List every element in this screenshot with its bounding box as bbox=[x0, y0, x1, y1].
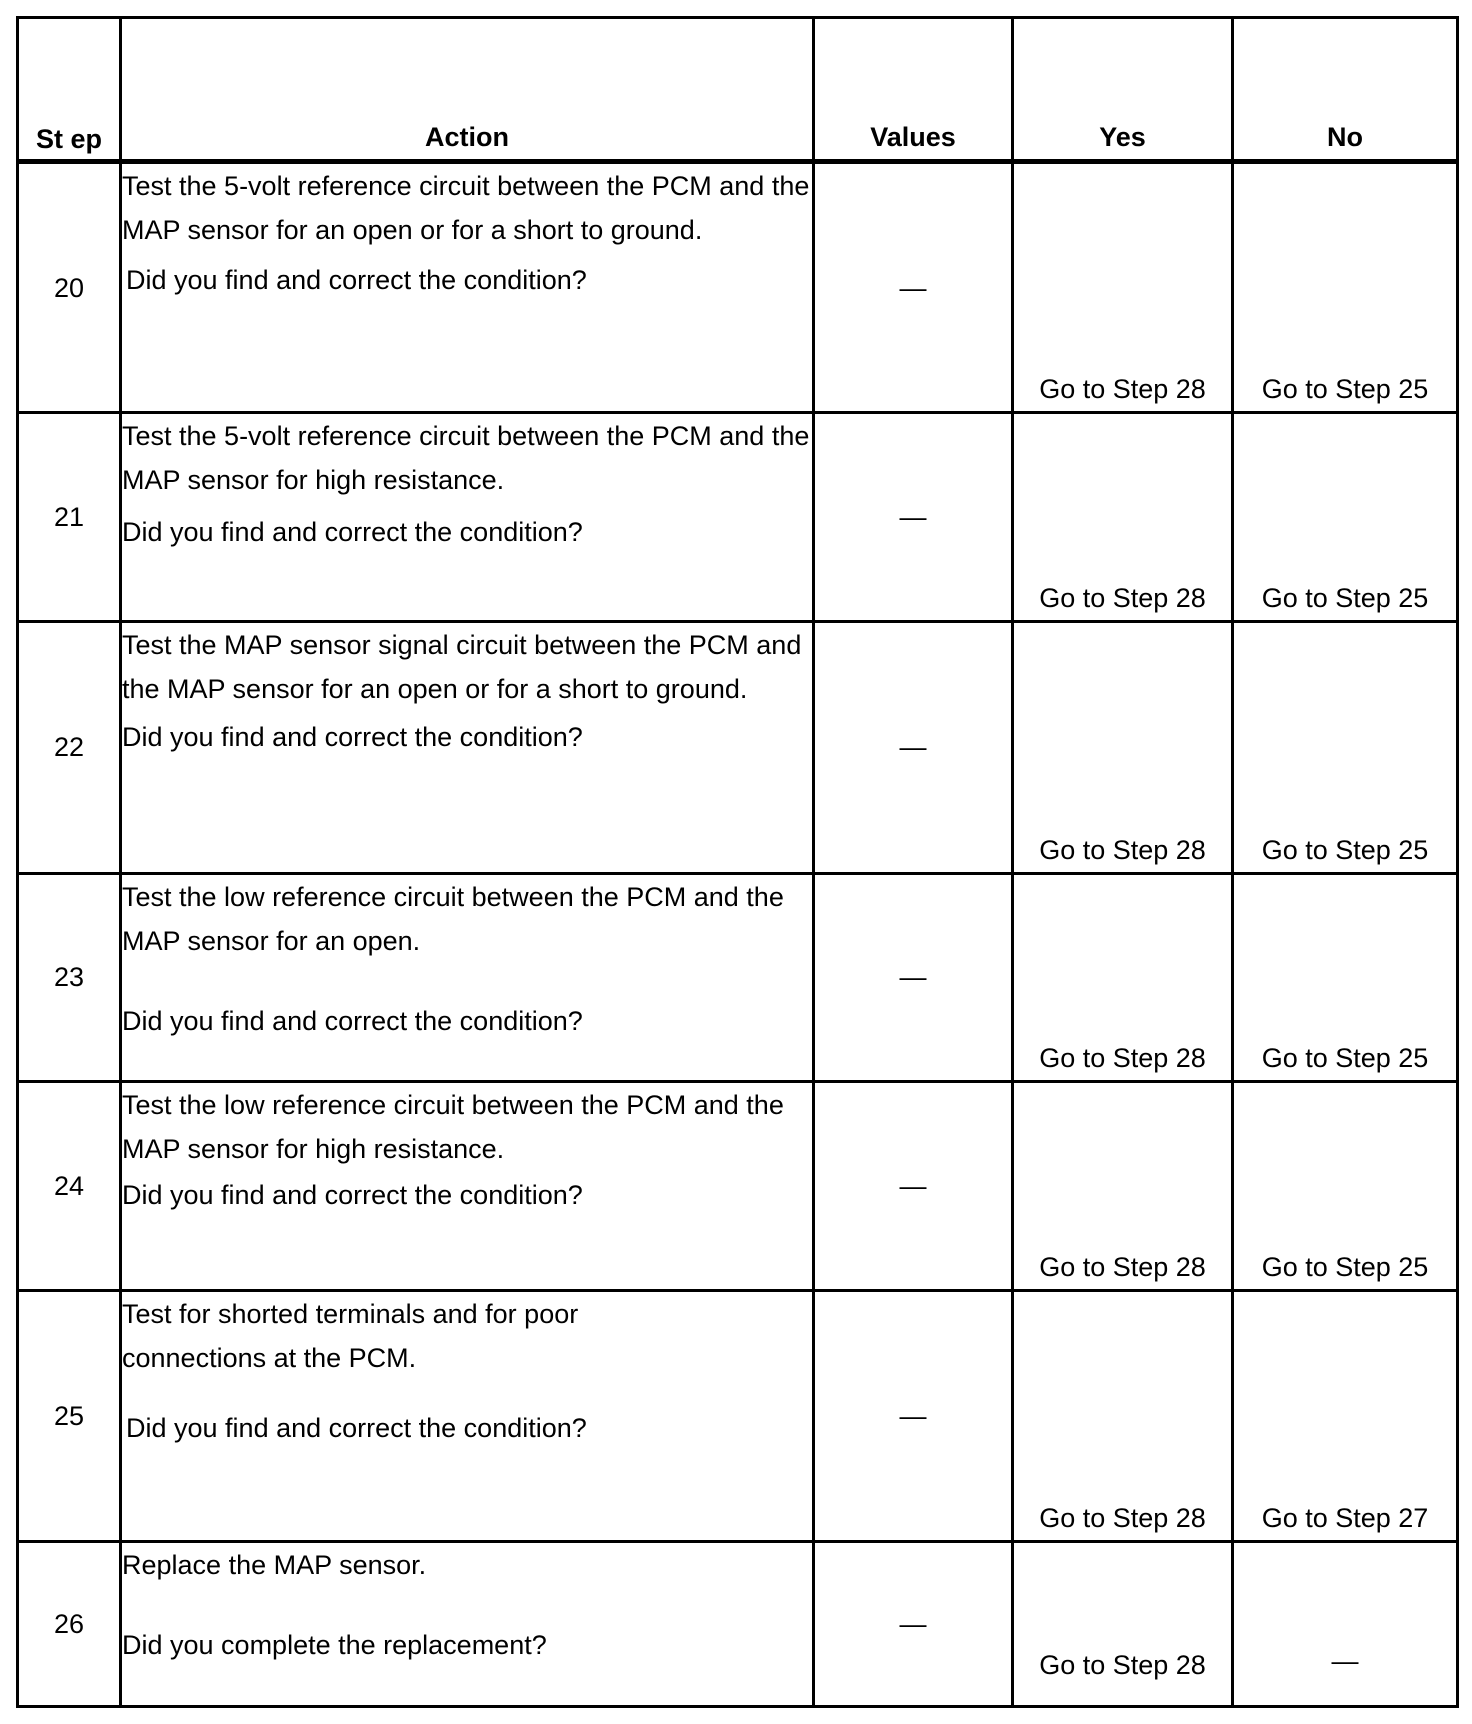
table-row bbox=[18, 1290, 1458, 1541]
step-number: 21 bbox=[18, 413, 121, 622]
no-cell: Go to Step 25 bbox=[1233, 162, 1458, 413]
no-cell: Go to Step 25 bbox=[1233, 622, 1458, 873]
values-cell: — bbox=[814, 1542, 1013, 1707]
step-number: 24 bbox=[18, 1082, 121, 1291]
header-step: St ep bbox=[18, 18, 121, 162]
values-cell: — bbox=[814, 1290, 1013, 1541]
header-values: Values bbox=[814, 18, 1013, 162]
no-cell: Go to Step 25 bbox=[1233, 413, 1458, 622]
values-cell: — bbox=[814, 413, 1013, 622]
values-cell: — bbox=[814, 1082, 1013, 1291]
action-text: Test for shorted terminals and for poor connections at the PCM. bbox=[122, 1298, 579, 1373]
yes-cell: Go to Step 28 bbox=[1013, 873, 1233, 1082]
action-cell bbox=[121, 622, 814, 873]
table-row bbox=[18, 1082, 1458, 1291]
action-question: Did you find and correct the condition? bbox=[122, 722, 583, 753]
header-no: No bbox=[1233, 18, 1458, 162]
action-cell bbox=[121, 1290, 814, 1541]
action-cell bbox=[121, 873, 814, 1082]
action-cell bbox=[121, 1082, 814, 1291]
header-yes: Yes bbox=[1013, 18, 1233, 162]
no-cell: Go to Step 27 bbox=[1233, 1290, 1458, 1541]
yes-cell: Go to Step 28 bbox=[1013, 1082, 1233, 1291]
table-row bbox=[18, 873, 1458, 1082]
header-action: Action bbox=[121, 18, 814, 162]
yes-cell: Go to Step 28 bbox=[1013, 162, 1233, 413]
no-cell: Go to Step 25 bbox=[1233, 873, 1458, 1082]
action-text: Test the 5-volt reference circuit between the PCM and the MAP sensor for an open or for a short to ground. bbox=[122, 171, 810, 245]
step-number: 26 bbox=[18, 1542, 121, 1707]
table-row bbox=[18, 162, 1458, 413]
action-cell bbox=[121, 1542, 814, 1707]
values-cell: — bbox=[814, 622, 1013, 873]
yes-cell: Go to Step 28 bbox=[1013, 622, 1233, 873]
action-text: Test the low reference circuit between the PCM and the MAP sensor for high resistance. bbox=[122, 1090, 784, 1165]
action-cell bbox=[121, 413, 814, 622]
action-text: Test the MAP sensor signal circuit between the PCM and the MAP sensor for an open or for a short to ground. bbox=[122, 630, 802, 705]
action-question: Did you complete the replacement? bbox=[122, 1630, 547, 1661]
table-row bbox=[18, 622, 1458, 873]
action-question: Did you find and correct the condition? bbox=[122, 1180, 583, 1211]
action-question: Did you find and correct the condition? bbox=[126, 265, 587, 295]
step-number: 23 bbox=[18, 873, 121, 1082]
yes-cell: Go to Step 28 bbox=[1013, 1542, 1233, 1707]
no-cell: Go to Step 25 bbox=[1233, 1082, 1458, 1291]
yes-cell: Go to Step 28 bbox=[1013, 1290, 1233, 1541]
values-cell: — bbox=[814, 162, 1013, 413]
action-cell bbox=[121, 162, 814, 413]
table-header bbox=[18, 18, 1458, 162]
no-cell: — bbox=[1233, 1542, 1458, 1707]
action-question: Did you find and correct the condition? bbox=[122, 517, 583, 548]
yes-cell: Go to Step 28 bbox=[1013, 413, 1233, 622]
action-text: Test the low reference circuit between the PCM and the MAP sensor for an open. bbox=[122, 881, 784, 956]
values-cell: — bbox=[814, 873, 1013, 1082]
action-question: Did you find and correct the condition? bbox=[126, 1412, 587, 1443]
step-number: 25 bbox=[18, 1290, 121, 1541]
step-number: 20 bbox=[18, 162, 121, 413]
table-body bbox=[18, 162, 1458, 1707]
action-text: Test the 5-volt reference circuit between the PCM and the MAP sensor for high resistance. bbox=[122, 421, 810, 496]
table-row bbox=[18, 413, 1458, 622]
action-question: Did you find and correct the condition? bbox=[122, 1005, 583, 1036]
action-text: Replace the MAP sensor. bbox=[122, 1550, 427, 1581]
step-number: 22 bbox=[18, 622, 121, 873]
table-row bbox=[18, 1542, 1458, 1707]
diagnostic-table bbox=[16, 16, 1459, 1708]
